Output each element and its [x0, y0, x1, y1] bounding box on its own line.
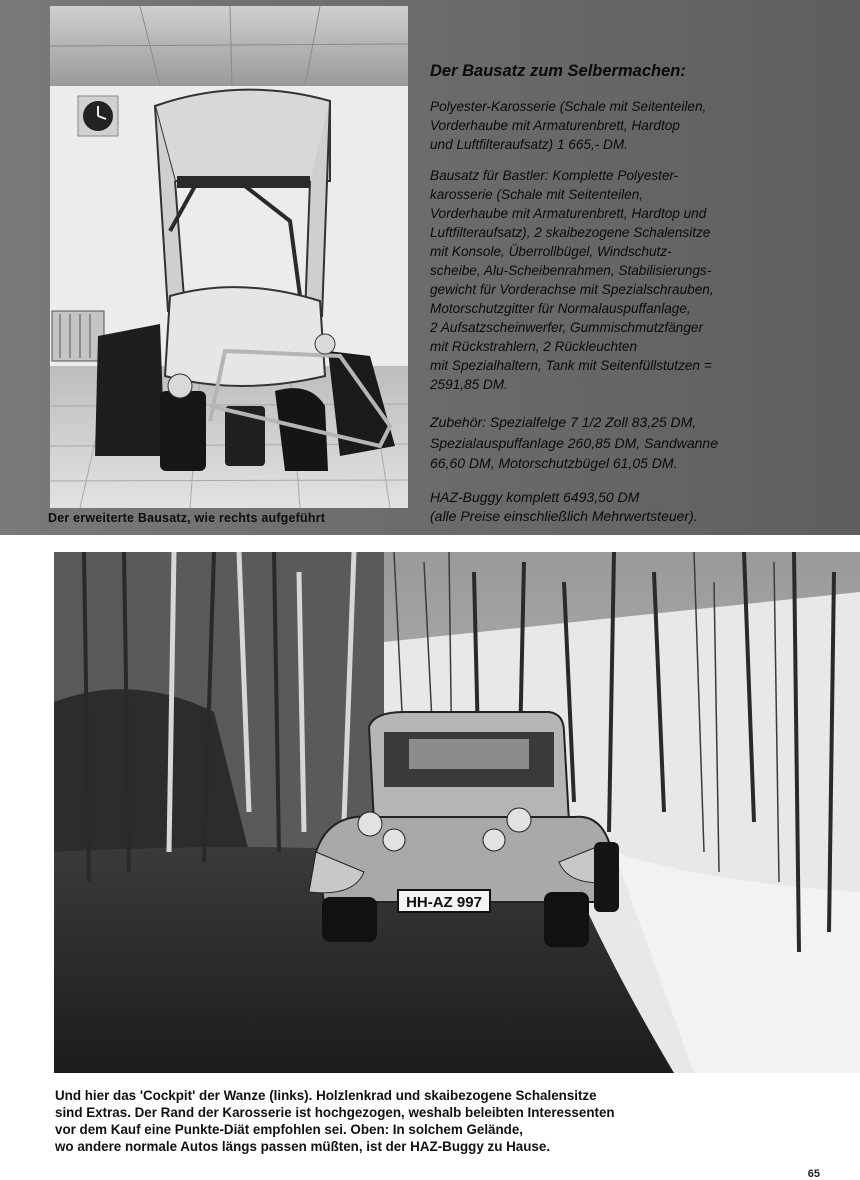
bottom-caption: [55, 1087, 855, 1155]
kit-photo: [50, 6, 408, 508]
caption-line: vor dem Kauf eine Punkte-Diät empfohlen sei. Oben: In solchem Gelände,: [55, 1122, 524, 1137]
body-kit-paragraph: [430, 97, 853, 154]
complete-line: (alle Preise einschließlich Mehrwertsteuer).: [430, 507, 698, 524]
caption-line: wo andere normale Autos längs passen müßten, ist der HAZ-Buggy zu Hause.: [55, 1139, 551, 1154]
caption-line: sind Extras. Der Rand der Karosserie ist hochgezogen, weshalb beleibten Interessenten: [55, 1105, 615, 1120]
hobby-kit-line: karosserie (Schale mit Seitenteilen,: [430, 187, 644, 202]
accessories-paragraph: [430, 412, 853, 474]
hobby-kit-line: mit Konsole, Überrollbügel, Windschutz-: [430, 244, 672, 259]
hobby-kit-line: 2 Aufsatzscheinwerfer, Gummischmutzfänger: [430, 320, 703, 335]
hobby-kit-line: gewicht für Vorderachse mit Spezialschrauben,: [430, 282, 714, 297]
hobby-kit-line: Bausatz für Bastler: Komplette Polyester-: [430, 168, 679, 183]
hobby-kit-line: mit Spezialhaltern, Tank mit Seitenfüllstutzen =: [430, 358, 712, 373]
license-plate: HH-AZ 997: [406, 894, 482, 911]
accessories-line: Zubehör: Spezialfelge 7 1/2 Zoll 83,25 DM,: [430, 414, 697, 430]
hobby-kit-line: Motorschutzgitter für Normalauspuffanlage,: [430, 301, 691, 316]
accessories-line: Spezialauspuffanlage 260,85 DM, Sandwanne: [430, 434, 718, 451]
hobby-kit-line: scheibe, Alu-Scheibenrahmen, Stabilisierungs-: [430, 263, 712, 278]
hobby-kit-paragraph: [430, 166, 853, 394]
hobby-kit-line: 2591,85 DM.: [430, 377, 508, 392]
body-kit-line: Polyester-Karosserie (Schale mit Seitenteilen,: [430, 99, 707, 114]
price-list-heading: Der Bausatz zum Selbermachen:: [430, 62, 686, 80]
hobby-kit-line: Vorderhaube mit Armaturenbrett, Hardtop und: [430, 206, 707, 221]
complete-price-paragraph: [430, 488, 853, 526]
page-number: 65: [807, 1168, 820, 1180]
hobby-kit-line: Luftfilteraufsatz), 2 skaibezogene Schalensitze: [430, 225, 711, 240]
hobby-kit-line: mit Rückstrahlern, 2 Rückleuchten: [430, 339, 638, 354]
caption-line: Und hier das 'Cockpit' der Wanze (links). Holzlenkrad und skaibezogene Schalensitze: [55, 1088, 597, 1103]
body-kit-line: Vorderhaube mit Armaturenbrett, Hardtop: [430, 118, 680, 133]
price-list: [428, 62, 853, 538]
accessories-line: 66,60 DM, Motorschutzbügel 61,05 DM.: [430, 455, 678, 471]
complete-line: HAZ-Buggy komplett 6493,50 DM: [430, 488, 640, 505]
kit-photo-caption: Der erweiterte Bausatz, wie rechts aufgeführt: [48, 511, 326, 525]
buggy-forest-photo: [54, 552, 860, 1073]
body-kit-line: und Luftfilteraufsatz) 1 665,- DM.: [430, 137, 628, 152]
